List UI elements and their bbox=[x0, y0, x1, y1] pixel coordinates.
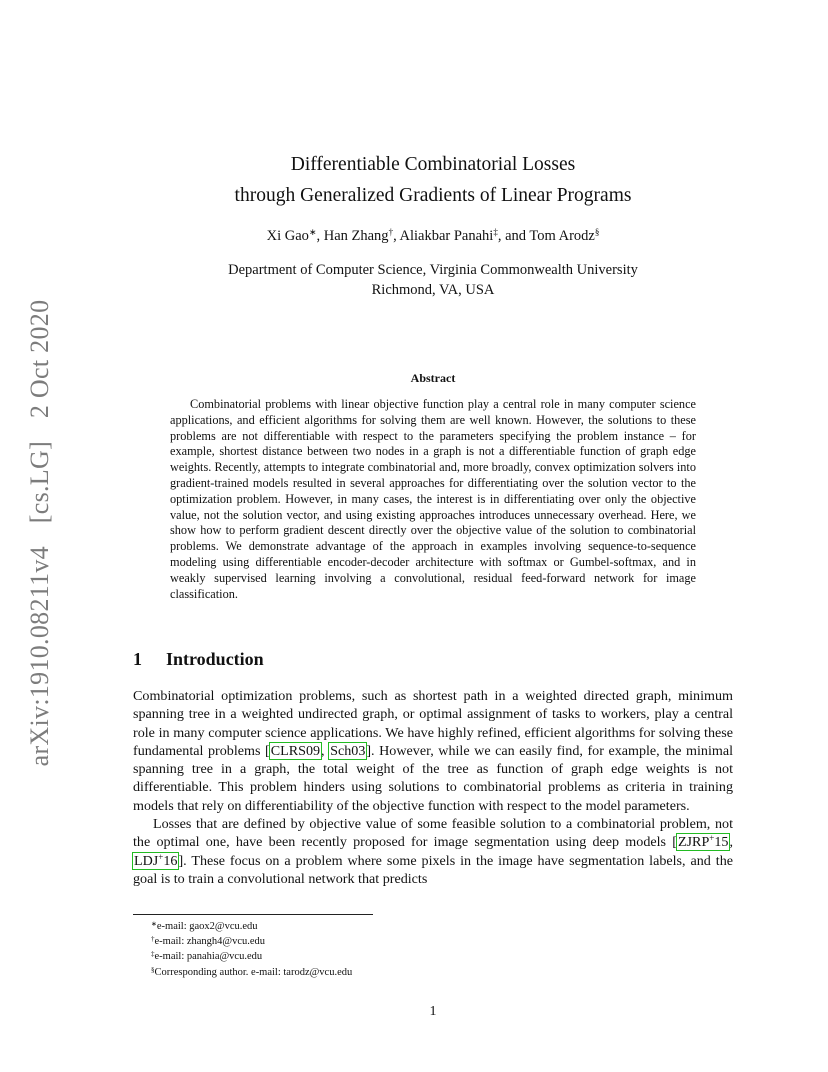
author-footnote-mark: † bbox=[388, 227, 394, 237]
footnote-text: e-mail: panahia@vcu.edu bbox=[154, 951, 263, 963]
author-footnote-mark: ∗ bbox=[308, 227, 317, 237]
arxiv-category: [cs.LG] bbox=[25, 440, 54, 524]
footnote-text: Corresponding author. e-mail: tarodz@vcu.edu bbox=[154, 966, 353, 978]
footnote-text: e-mail: gaox2@vcu.edu bbox=[156, 921, 258, 932]
citation-key: ZJRP bbox=[677, 834, 710, 851]
section-title: Introduction bbox=[166, 649, 264, 669]
title-line-2: through Generalized Gradients of Linear Programs bbox=[234, 185, 632, 206]
arxiv-date: 2 Oct 2020 bbox=[25, 299, 54, 419]
paragraph-text: Losses that are defined by objective value of some feasible solution to a combinatorial problem, not the optimal one, have been recently proposed for image segmentation using deep models [ bbox=[133, 816, 733, 851]
citation-key: LDJ bbox=[134, 852, 159, 869]
affiliation bbox=[130, 260, 736, 300]
footnote-text: e-mail: zhangh4@vcu.edu bbox=[154, 936, 266, 948]
author-footnote-mark: § bbox=[594, 227, 600, 237]
abstract-heading: Abstract bbox=[410, 371, 456, 385]
section-body bbox=[133, 687, 733, 888]
author-footnote-mark: ‡ bbox=[493, 227, 498, 237]
footnote bbox=[151, 949, 352, 964]
affiliation-department: Department of Computer Science, Virginia Commonwealth University bbox=[228, 262, 638, 278]
author-separator: , and bbox=[497, 228, 530, 244]
paragraph-text: ]. These focus on a problem where some pixels in the image have segmentation labels, and the goal is to train a convolutional network that predicts bbox=[133, 852, 733, 887]
paragraph-text: ]. However, while we can easily find, for example, the minimal spanning tree in a graph, the total weight of the tree as function of graph edge weights is not differentiable. This problem hinders using solutions to combinatorial problems as criteria in training models that rely on differentiability of the objective function with respect to the model parameters. bbox=[133, 742, 734, 814]
abstract-text: Combinatorial problems with linear objective function play a central role in many computer science applications, and efficient algorithms for solving them are well known. However, the solutions to these problems are not differentiable with respect to the parameters specifying the problem instance – for example, shortest distance between two nodes in a graph is not a differentiable function of graph edge weights. Recently, attempts to integrate combinatorial and, more broadly, convex optimization solvers into gradient-trained models resulted in several approaches for differentiating over the solution vector to the optimization problem. However, in many cases, the interest is in differentiating over only the objective value, not the solution vector, and using existing approaches introduces unnecessary overhead. Here, we show how to perform gradient descent directly over the objective value of the solution to combinatorial problems. We demonstrate advantage of the approach in examples involving sequence-to-sequence modeling using differentiable encoder-decoder architecture with softmax or Gumbel-softmax, and in weakly supervised learning involving a convolutional, residual feed-forward network for image classification. bbox=[170, 397, 696, 601]
author-separator: , bbox=[393, 228, 400, 244]
footnote bbox=[151, 919, 352, 934]
section-heading bbox=[133, 649, 264, 670]
section-number: 1 bbox=[133, 649, 142, 669]
citation-sup: + bbox=[709, 833, 715, 844]
page-number: 1 bbox=[429, 1004, 437, 1019]
author-name: Xi Gao bbox=[266, 228, 309, 244]
author-name: Aliakbar Panahi bbox=[399, 228, 494, 244]
citation-link[interactable] bbox=[133, 853, 178, 869]
author-name: Tom Arodz bbox=[529, 228, 595, 244]
title-line-1: Differentiable Combinatorial Losses bbox=[290, 154, 576, 175]
paper-title bbox=[130, 149, 736, 211]
footnote-mark: ‡ bbox=[151, 950, 155, 959]
arxiv-id: arXiv:1910.08211v4 bbox=[25, 546, 54, 767]
paragraph-text: , bbox=[321, 742, 330, 759]
citation-year: 16 bbox=[163, 852, 178, 869]
paragraph bbox=[133, 815, 733, 888]
citation-year: 15 bbox=[714, 834, 729, 851]
author-separator: , bbox=[316, 228, 324, 244]
citation-link[interactable] bbox=[677, 834, 730, 850]
paragraph-text: Combinatorial optimization problems, such as shortest path in a weighted directed graph, minimum spanning tree in a weighted undirected graph, or optimal assignment of tasks to workers, play a central role in many computer science applications. We have highly refined, efficient algorithms for solving these fundamental problems [ bbox=[133, 688, 733, 759]
author-list bbox=[130, 226, 736, 246]
author-name: Han Zhang bbox=[323, 228, 389, 244]
footnote-divider bbox=[133, 914, 373, 915]
citation-sup: + bbox=[158, 851, 164, 862]
citation-link[interactable]: CLRS09 bbox=[270, 742, 321, 759]
footnote-mark: † bbox=[151, 935, 155, 944]
citation-link[interactable]: Sch03 bbox=[330, 742, 366, 759]
footnote bbox=[151, 934, 352, 949]
paragraph bbox=[133, 687, 733, 815]
affiliation-location: Richmond, VA, USA bbox=[371, 282, 495, 298]
footnote bbox=[151, 965, 352, 980]
arxiv-side-identifier bbox=[25, 284, 55, 767]
footnote-mark: ∗ bbox=[151, 920, 157, 928]
footnote-mark: § bbox=[151, 965, 155, 974]
footnotes bbox=[151, 919, 352, 980]
paragraph-text: , bbox=[729, 834, 733, 851]
